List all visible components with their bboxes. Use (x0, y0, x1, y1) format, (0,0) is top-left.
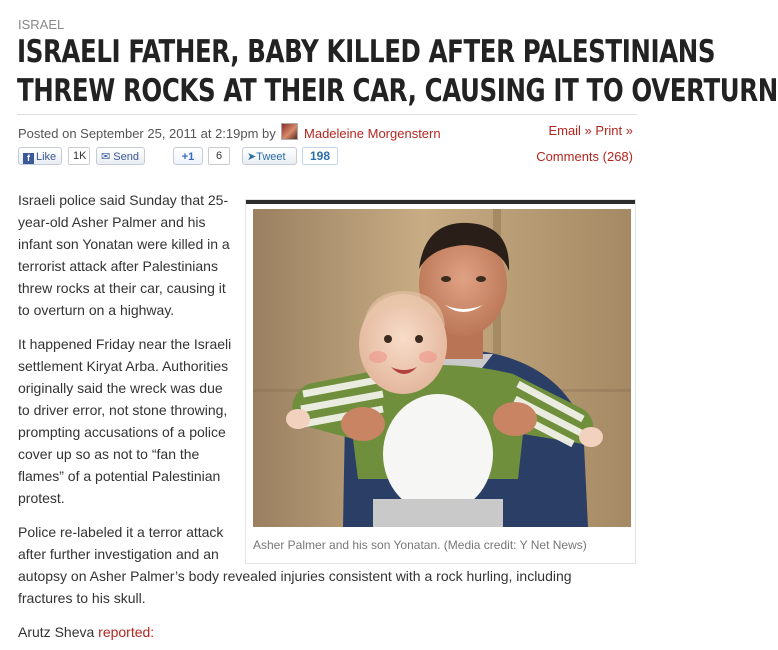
paragraph-2-line: cover up so as not to “fan the (18, 446, 200, 462)
paragraph-1-line: to overturn on a highway. (18, 302, 175, 318)
paragraph-2-line: prompting accusations of a police (18, 424, 226, 440)
paragraph-1-line: threw rocks at their car, causing it (18, 280, 226, 296)
article-headline (17, 33, 778, 111)
paragraph-2-line: to driver error, not stone throwing, (18, 402, 228, 418)
facebook-icon: f (23, 153, 34, 164)
paragraph-2-line: originally said the wreck was due (18, 380, 223, 396)
tweet-label: Tweet (256, 151, 286, 163)
author-avatar (281, 123, 298, 140)
facebook-like-button[interactable] (18, 147, 62, 165)
category-label[interactable]: ISRAEL (18, 17, 65, 32)
photo-caption: Asher Palmer and his son Yonatan. (Media credit: Y Net News) (253, 538, 587, 552)
like-count: 1K (68, 147, 90, 165)
paragraph-1-line: infant son Yonatan were killed in a (18, 236, 230, 252)
paragraph-3-line: Police re-labeled it a terror attack (18, 524, 224, 540)
figure-top-bar (246, 200, 635, 204)
headline-divider (17, 114, 637, 115)
article-photo (253, 209, 631, 527)
paragraph-3-line: after further investigation and an (18, 546, 219, 562)
comments-link[interactable]: Comments (268) (536, 149, 633, 164)
paragraph-2-line: It happened Friday near the Israeli (18, 336, 232, 352)
paragraph-2-line: settlement Kiryat Arba. Authorities (18, 358, 229, 374)
paragraph-2-line: protest. (18, 490, 65, 506)
print-link[interactable]: Print » (595, 123, 633, 138)
paragraph-2-line: flames” of a potential Palestinian (18, 468, 221, 484)
send-icon: ✉ (101, 151, 111, 163)
article-tools (548, 123, 633, 138)
paragraph-3-line: fractures to his skull. (18, 590, 146, 606)
tweet-button[interactable] (242, 147, 297, 165)
send-label: Send (113, 151, 139, 163)
twitter-bird-icon: ➤ (247, 151, 257, 163)
tweet-count: 198 (302, 147, 338, 165)
source-name: Arutz Sheva (18, 624, 95, 640)
email-link[interactable]: Email » (548, 123, 592, 138)
headline-line-2: THREW ROCKS AT THEIR CAR, CAUSING IT TO OVERTURN (17, 73, 778, 109)
paragraph-4 (18, 621, 572, 643)
google-plus-one-button[interactable]: +1 (173, 147, 203, 165)
byline-date: Posted on September 25, 2011 at 2:19pm by (18, 126, 276, 141)
article-figure (245, 199, 636, 564)
reported-link[interactable]: reported: (98, 624, 155, 640)
paragraph-1-line: year-old Asher Palmer and his (18, 214, 206, 230)
plus-one-count: 6 (208, 147, 230, 165)
paragraph-1-line: terrorist attack after Palestinians (18, 258, 218, 274)
like-label: Like (36, 151, 57, 163)
paragraph-3-line: autopsy on Asher Palmer’s body revealed injuries consistent with a rock hurling, including (18, 568, 572, 584)
byline (18, 123, 441, 141)
paragraph-1-line: Israeli police said Sunday that 25- (18, 192, 229, 208)
comments-area (536, 149, 633, 164)
author-link[interactable]: Madeleine Morgenstern (304, 126, 441, 141)
headline-line-1: ISRAELI FATHER, BABY KILLED AFTER PALESTINIANS (17, 34, 716, 70)
facebook-send-button[interactable] (96, 147, 145, 165)
